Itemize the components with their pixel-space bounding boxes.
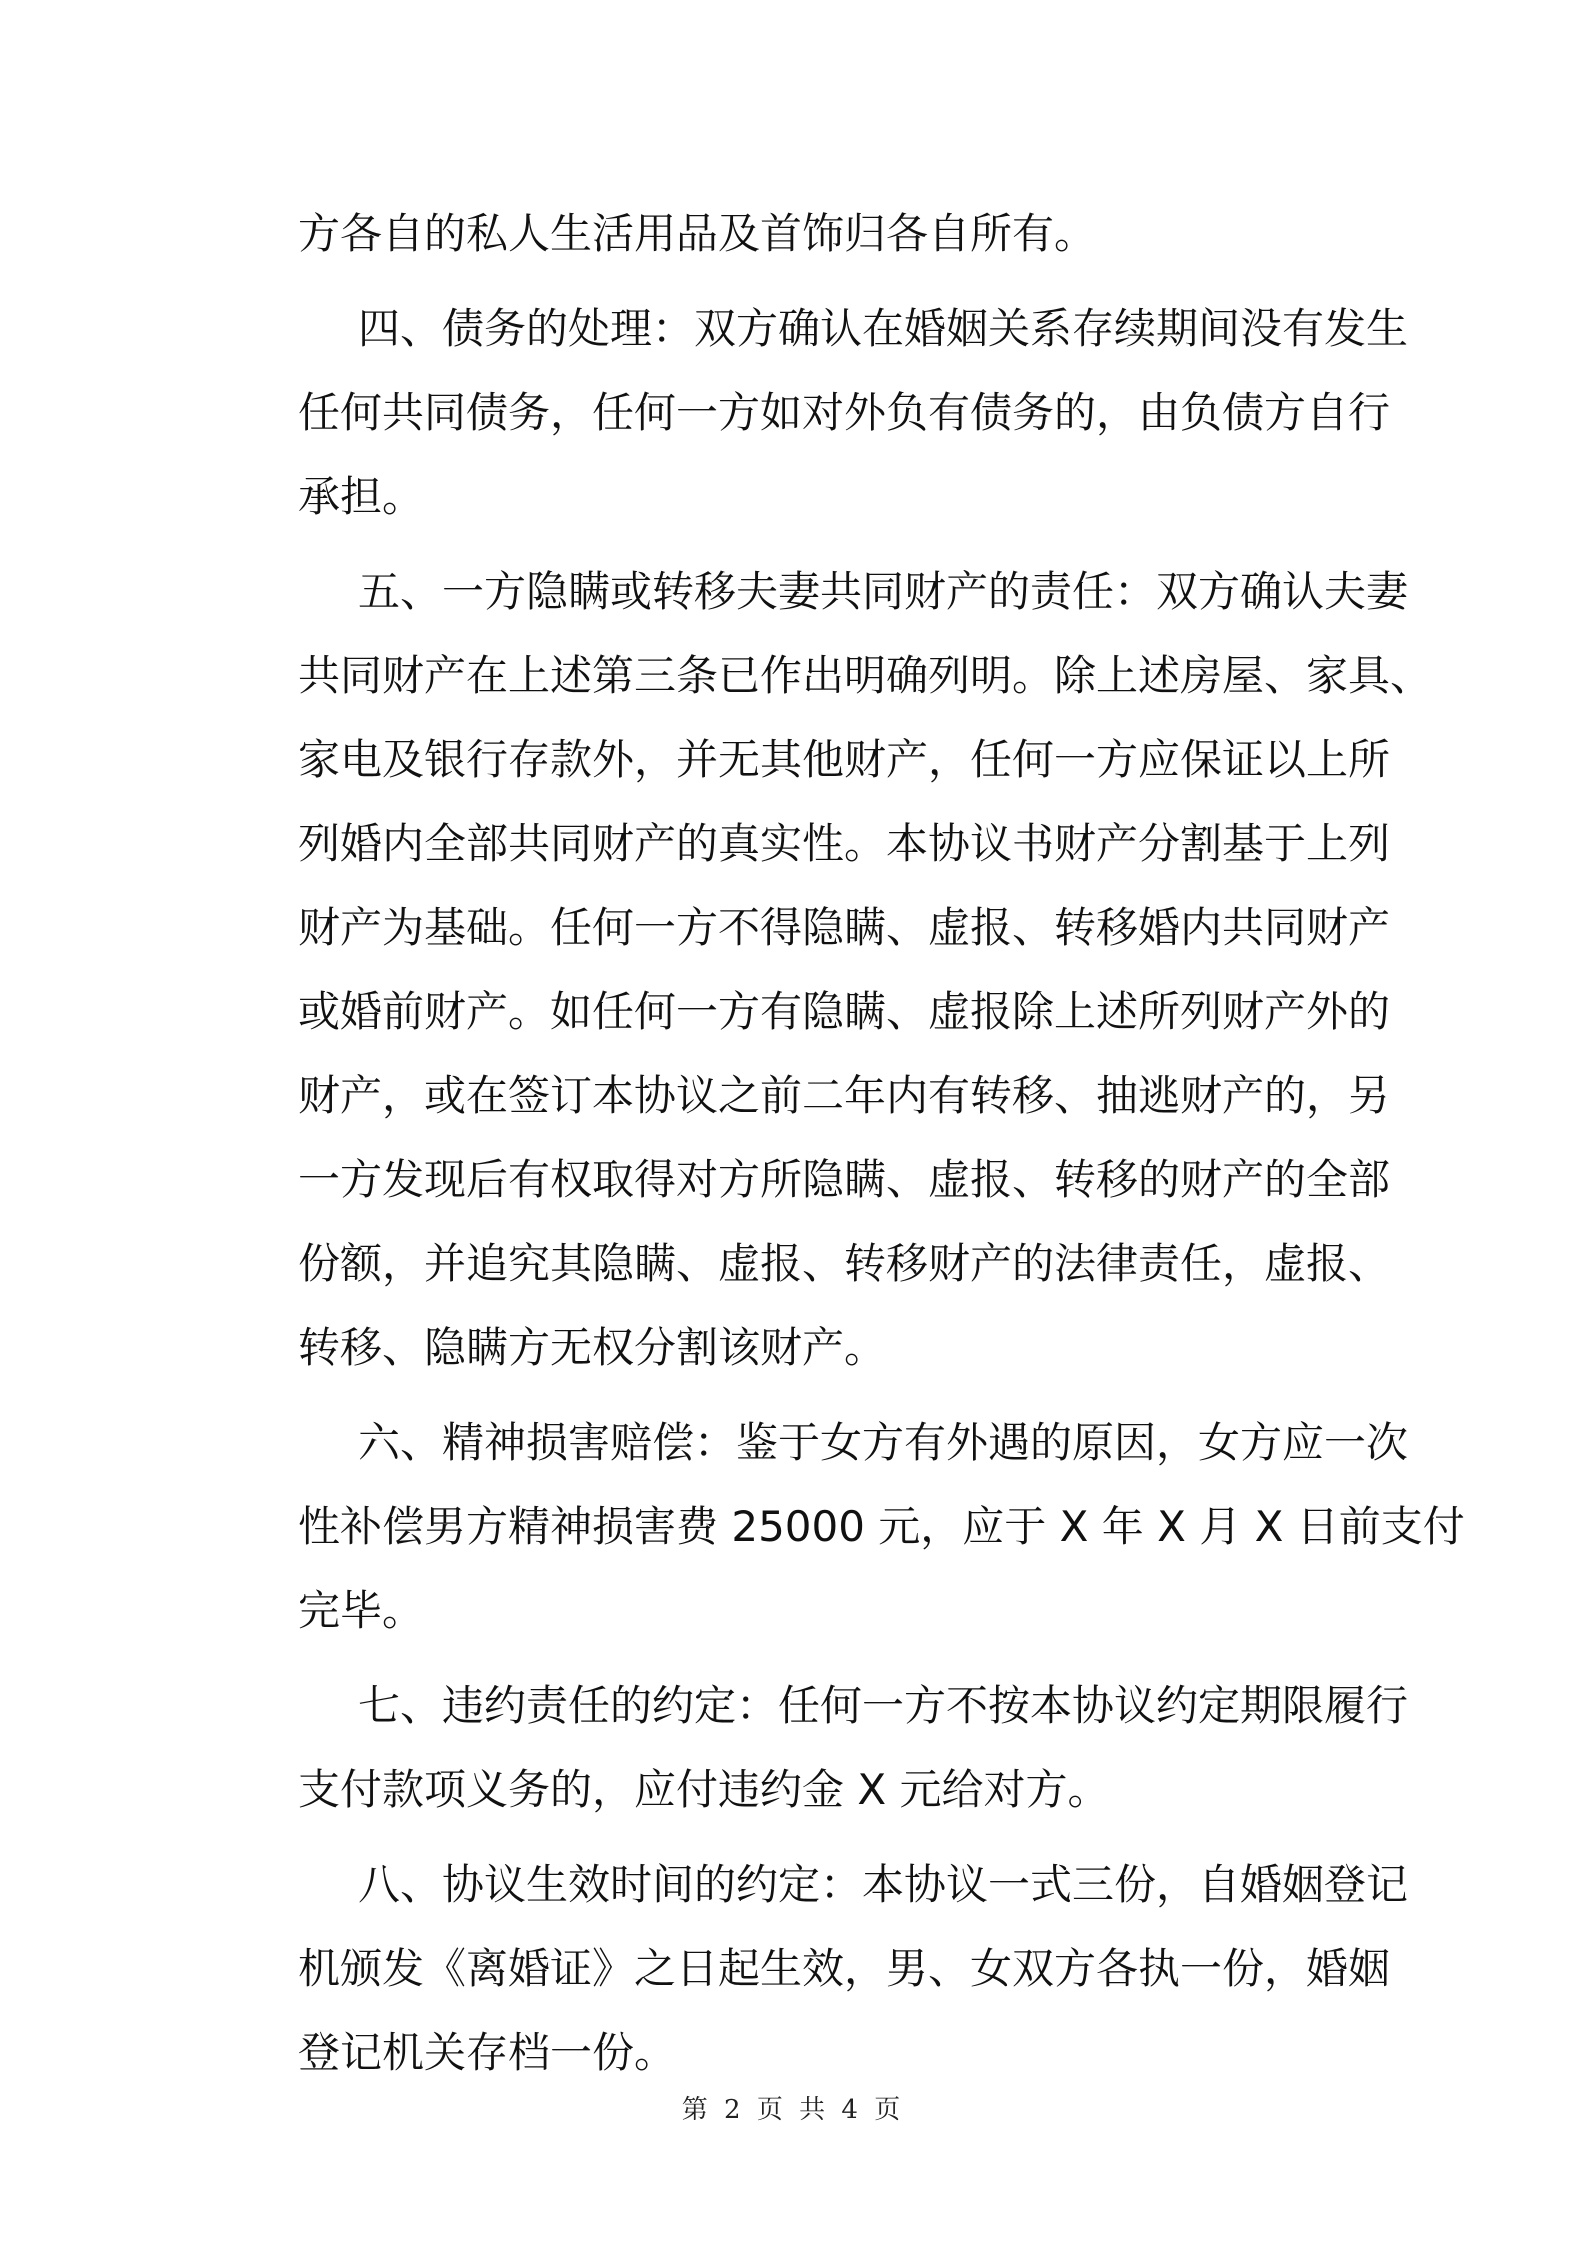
document-body <box>298 192 1465 2095</box>
text-line: 转移、隐瞒方无权分割该财产。 <box>298 1323 887 1372</box>
text-line: 完毕。 <box>298 1586 425 1635</box>
text-line: 性补偿男方精神损害费 25000 元，应于 X 年 X 月 X 日前支付 <box>298 1502 1465 1551</box>
text-line: 家电及银行存款外，并无其他财产，任何一方应保证以上所 <box>298 735 1391 784</box>
text-line: 列婚内全部共同财产的真实性。本协议书财产分割基于上列 <box>298 819 1391 868</box>
text-line: 任何共同债务，任何一方如对外负有债务的，由负债方自行 <box>298 388 1391 437</box>
text-line: 份额，并追究其隐瞒、虚报、转移财产的法律责任，虚报、 <box>298 1239 1391 1288</box>
page-number-footer: 第 2 页 共 4 页 <box>681 2095 905 2125</box>
text-line: 承担。 <box>298 472 425 521</box>
text-line: 机颁发《离婚证》之日起生效，男、女双方各执一份，婚姻 <box>298 1944 1391 1993</box>
text-line: 方各自的私人生活用品及首饰归各自所有。 <box>298 209 1097 258</box>
section-seven-first-line: 七、违约责任的约定：任何一方不按本协议约定期限履行 <box>358 1681 1409 1730</box>
section-eight-first-line: 八、协议生效时间的约定：本协议一式三份，自婚姻登记 <box>358 1860 1409 1909</box>
text-line: 支付款项义务的，应付违约金 X 元给对方。 <box>298 1765 1110 1814</box>
text-line: 登记机关存档一份。 <box>298 2028 677 2077</box>
section-four-first-line: 四、债务的处理：双方确认在婚姻关系存续期间没有发生 <box>358 304 1409 353</box>
text-line: 一方发现后有权取得对方所隐瞒、虚报、转移的财产的全部 <box>298 1155 1391 1204</box>
section-five-first-line: 五、一方隐瞒或转移夫妻共同财产的责任：双方确认夫妻 <box>358 567 1409 616</box>
text-line: 共同财产在上述第三条已作出明确列明。除上述房屋、家具、 <box>298 651 1433 700</box>
section-six-first-line: 六、精神损害赔偿：鉴于女方有外遇的原因，女方应一次 <box>358 1418 1409 1467</box>
text-line: 财产，或在签订本协议之前二年内有转移、抽逃财产的，另 <box>298 1071 1391 1120</box>
text-line: 财产为基础。任何一方不得隐瞒、虚报、转移婚内共同财产 <box>298 903 1391 952</box>
text-line: 或婚前财产。如任何一方有隐瞒、虚报除上述所列财产外的 <box>298 987 1391 1036</box>
